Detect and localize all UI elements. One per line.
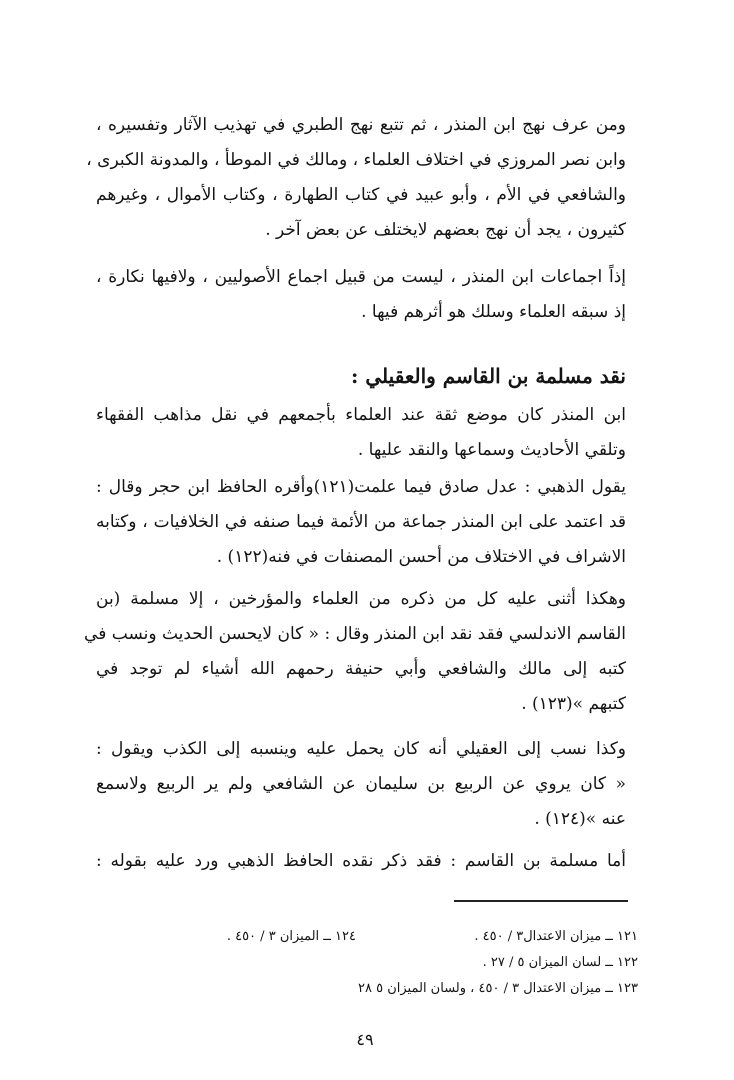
text-line: كتبهم »(١٢٣) .: [521, 694, 626, 714]
text-line: عنه »(١٢٤) .: [534, 809, 626, 829]
text-line: إذ سبقه العلماء وسلك هو أثرهم فيها .: [361, 302, 626, 322]
footnote-121: ١٢١ ــ ميزان الاعتدال٣ / ٤٥٠ .: [474, 929, 638, 944]
text-line: وكذا نسب إلى العقيلي أنه كان يحمل عليه وينسبه إلى الكذب ويقول :: [96, 739, 626, 759]
paragraph-3: [96, 398, 626, 468]
footnote-123: ١٢٣ ــ ميزان الاعتدال ٣ / ٤٥٠ ، ولسان الميزان ٥ ٢٨: [357, 981, 638, 996]
text-line: والشافعي في الأم ، وأبو عبيد في كتاب الطهارة ، وكتاب الأموال ، وغيرهم: [96, 185, 626, 205]
text-line: القاسم الاندلسي فقد نقد ابن المنذر وقال : « كان لايحسن الحديث ونسب في: [84, 624, 626, 644]
footnote-122: ١٢٢ ــ لسان الميزان ٥ / ٢٧ .: [482, 955, 638, 970]
text-line: وابن نصر المروزي في اختلاف العلماء ، ومالك في الموطأ ، والمدونة الكبرى ،: [86, 150, 626, 170]
paragraph-7: [96, 844, 626, 879]
text-line: ومن عرف نهج ابن المنذر ، ثم تتبع نهج الطبري في تهذيب الآثار وتفسيره ،: [96, 115, 626, 135]
text-line: « كان يروي عن الربيع بن سليمان عن الشافعي ولم ير الربيع ولاسمع: [96, 774, 626, 794]
paragraph-2: [96, 260, 626, 330]
paragraph-6: [96, 732, 626, 837]
section-title: نقد مسلمة بن القاسم والعقيلي :: [351, 364, 626, 388]
text-line: وتلقي الأحاديث وسماعها والنقد عليها .: [357, 440, 626, 460]
text-line: أما مسلمة بن القاسم : فقد ذكر نقده الحافظ الذهبي ورد عليه بقوله :: [96, 851, 626, 871]
page-number: ٤٩: [356, 1030, 374, 1049]
text-line: كثيرون ، يجد أن نهج بعضهم لايختلف عن بعض آخر .: [265, 220, 626, 240]
text-line: وهكذا أثنى عليه كل من ذكره من العلماء والمؤرخين ، إلا مسلمة (بن: [96, 589, 626, 609]
text-line: يقول الذهبي : عدل صادق فيما علمت(١٢١)وأقره الحافظ ابن حجر وقال :: [96, 477, 626, 497]
text-line: إذاً اجماعات ابن المنذر ، ليست من قبيل اجماع الأصوليين ، ولافيها نكارة ،: [96, 267, 626, 287]
paragraph-1: [86, 108, 626, 248]
footnote-separator: [454, 900, 628, 902]
text-line: كتبه إلى مالك والشافعي وأبي حنيفة رحمهم الله أشياء لم توجد في: [96, 659, 626, 679]
text-line: الاشراف في الاختلاف من أحسن المصنفات في فنه(١٢٢) .: [216, 547, 626, 567]
footnote-124: ١٢٤ ــ الميزان ٣ / ٤٥٠ .: [226, 929, 356, 944]
section-heading: [96, 356, 626, 396]
text-line: قد اعتمد على ابن المنذر جماعة من الأئمة فيما صنفه في الخلافيات ، وكتابه: [96, 512, 626, 532]
paragraph-5: [84, 582, 626, 722]
text-line: ابن المنذر كان موضع ثقة عند العلماء بأجمعهم في نقل مذاهب الفقهاء: [96, 405, 626, 425]
paragraph-4: [96, 470, 626, 575]
